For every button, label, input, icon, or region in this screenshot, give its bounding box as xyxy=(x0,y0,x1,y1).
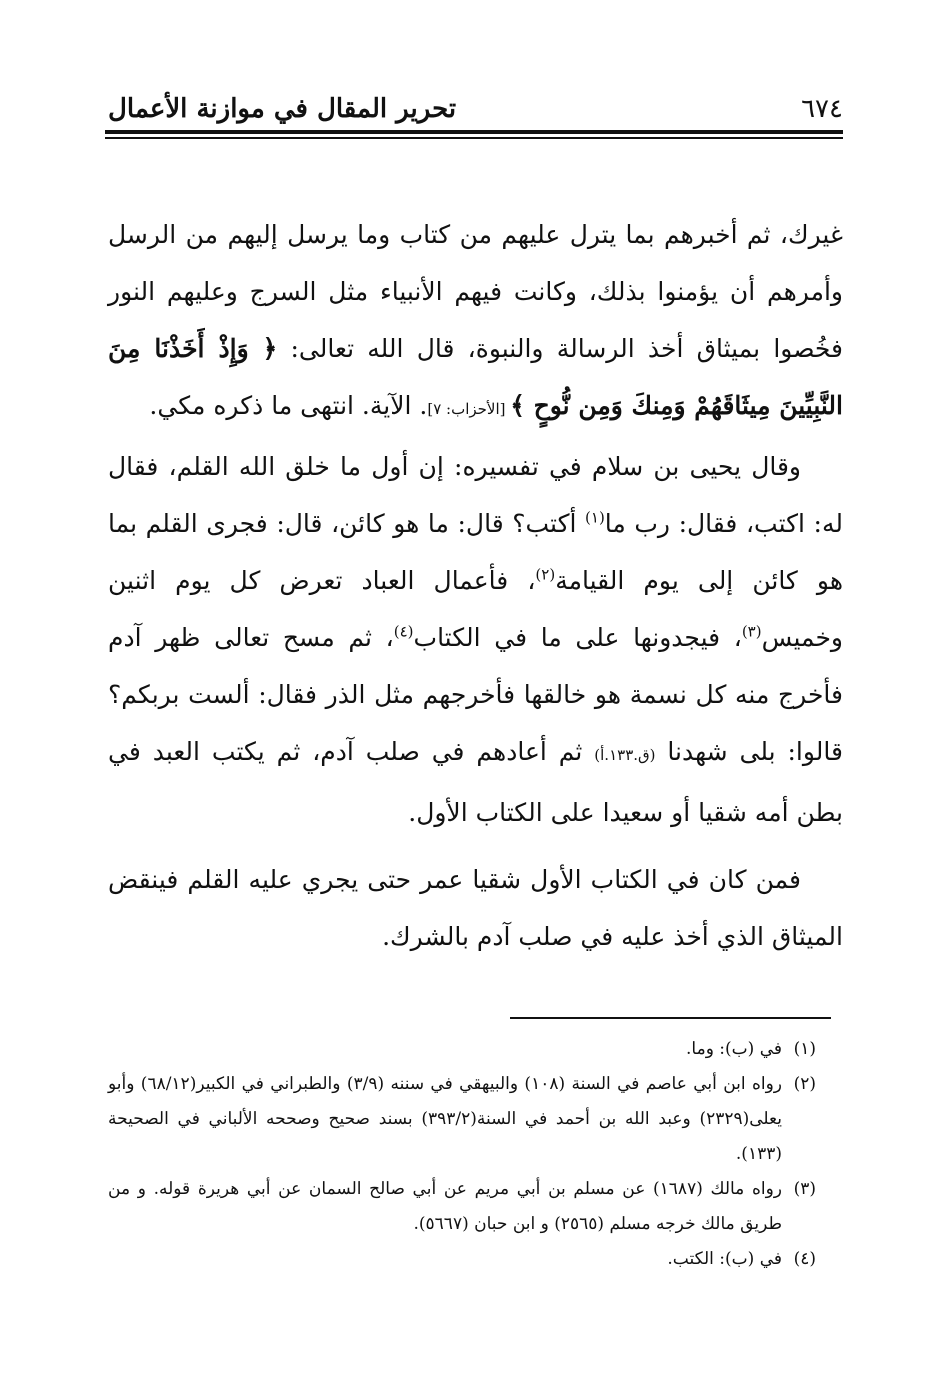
paragraph-2-text-d: ، فيجدونها على ما في الكتاب xyxy=(413,623,742,652)
paragraph-gap xyxy=(108,841,843,851)
main-text xyxy=(108,206,843,965)
page-header xyxy=(108,92,843,128)
header-rule-thick xyxy=(105,130,843,134)
footnote-marker-4[interactable]: (٤) xyxy=(393,622,414,641)
footnote-separator xyxy=(510,1017,831,1019)
footnote-text: في (ب): وما. xyxy=(686,1039,782,1059)
surah-reference: [الأحزاب: ٧] xyxy=(427,400,511,418)
footnote-2 xyxy=(108,1067,816,1172)
footnote-number: (٤) xyxy=(793,1249,816,1269)
paragraph-1-text: غيرك، ثم أخبرهم بما يترل عليهم من كتاب وما يرسل إليهم من الرسل وأمرهم أن يؤمنوا بذلك، وكانت فيهم الأنبياء مثل السرج وعليهم النور فخُصوا بميثاق أخذ الرسالة والنبوة، قال الله تعالى: xyxy=(108,220,843,363)
quran-verse: ﴿ وَإِذْ أَخَذْنَا مِنَ النَّبِيِّينَ مِيثَاقَهُمْ وَمِنكَ وَمِن نُّوحٍ ﴾ xyxy=(108,334,843,420)
paragraph-2-text-c: ، فأعمال العباد تعرض كل يوم اثنين وخميس xyxy=(108,566,843,652)
running-title: تحرير المقال في موازنة الأعمال xyxy=(108,94,457,124)
footnote-text: في (ب): الكتب. xyxy=(667,1249,782,1269)
footnotes xyxy=(108,1032,816,1277)
manuscript-folio-reference: (ق.١٣٣.أ) xyxy=(594,746,656,764)
footnote-3 xyxy=(108,1172,816,1242)
footnote-number: (٣) xyxy=(793,1179,816,1199)
footnote-text: رواه ابن أبي عاصم في السنة (١٠٨) والبيهقي في سننه (٣/٩) والطبراني في الكبير(٦٨/١٢) وأبو يعلى(٢٣٢٩) وعبد الله بن أحمد في السنة(٣٩٣/٢) بسند صحيح وصححه الألباني في الصحيحة (١٣٣). xyxy=(108,1074,782,1164)
paragraph-3: فمن كان في الكتاب الأول شقيا عمر حتى يجري عليه القلم فينقض الميثاق الذي أخذ عليه في صلب آدم بالشرك. xyxy=(108,865,843,951)
footnote-number: (١) xyxy=(793,1039,816,1059)
paragraph-1-text-end: . الآية. انتهى ما ذكره مكي. xyxy=(149,391,428,420)
paragraph-2-text-a: وقال يحيى بن سلام في تفسيره: إن أول ما خلق الله القلم، فقال له: اكتب، فقال: رب ما xyxy=(108,452,843,538)
paragraph-2 xyxy=(108,438,843,841)
page-number: ٦٧٤ xyxy=(801,94,843,124)
paragraph-1 xyxy=(108,206,843,438)
paragraph-2-text-e: ، ثم مسح تعالى ظهر آدم فأخرج منه كل نسمة هو خالقها فأخرجهم مثل الذر فقال: ألست بربكم؟ قالوا: بلى شهدنا xyxy=(108,623,843,766)
footnote-4 xyxy=(108,1242,816,1277)
paragraph-2-text-b: أكتب؟ قال: ما هو كائن، قال: فجرى القلم بما هو كائن إلى يوم القيامة xyxy=(108,509,844,595)
footnote-marker-3[interactable]: (٣) xyxy=(741,622,762,641)
footnote-marker-2[interactable]: (٢) xyxy=(535,565,556,584)
footnote-1 xyxy=(108,1032,816,1067)
footnote-marker-1[interactable]: (١) xyxy=(585,508,605,527)
footnote-number: (٢) xyxy=(793,1074,816,1094)
header-rule-thin xyxy=(105,137,843,139)
footnote-text: رواه مالك (١٦٨٧) عن مسلم بن أبي مريم عن أبي صالح السمان عن أبي هريرة قوله. و من طريق مالك خرجه مسلم (٢٥٦٥) و ابن حبان (٥٦٦٧). xyxy=(108,1179,783,1234)
paragraph-2-text-f: ثم أعادهم في صلب آدم، ثم يكتب العبد في بطن أمه شقيا أو سعيدا على الكتاب الأول. xyxy=(108,737,843,827)
